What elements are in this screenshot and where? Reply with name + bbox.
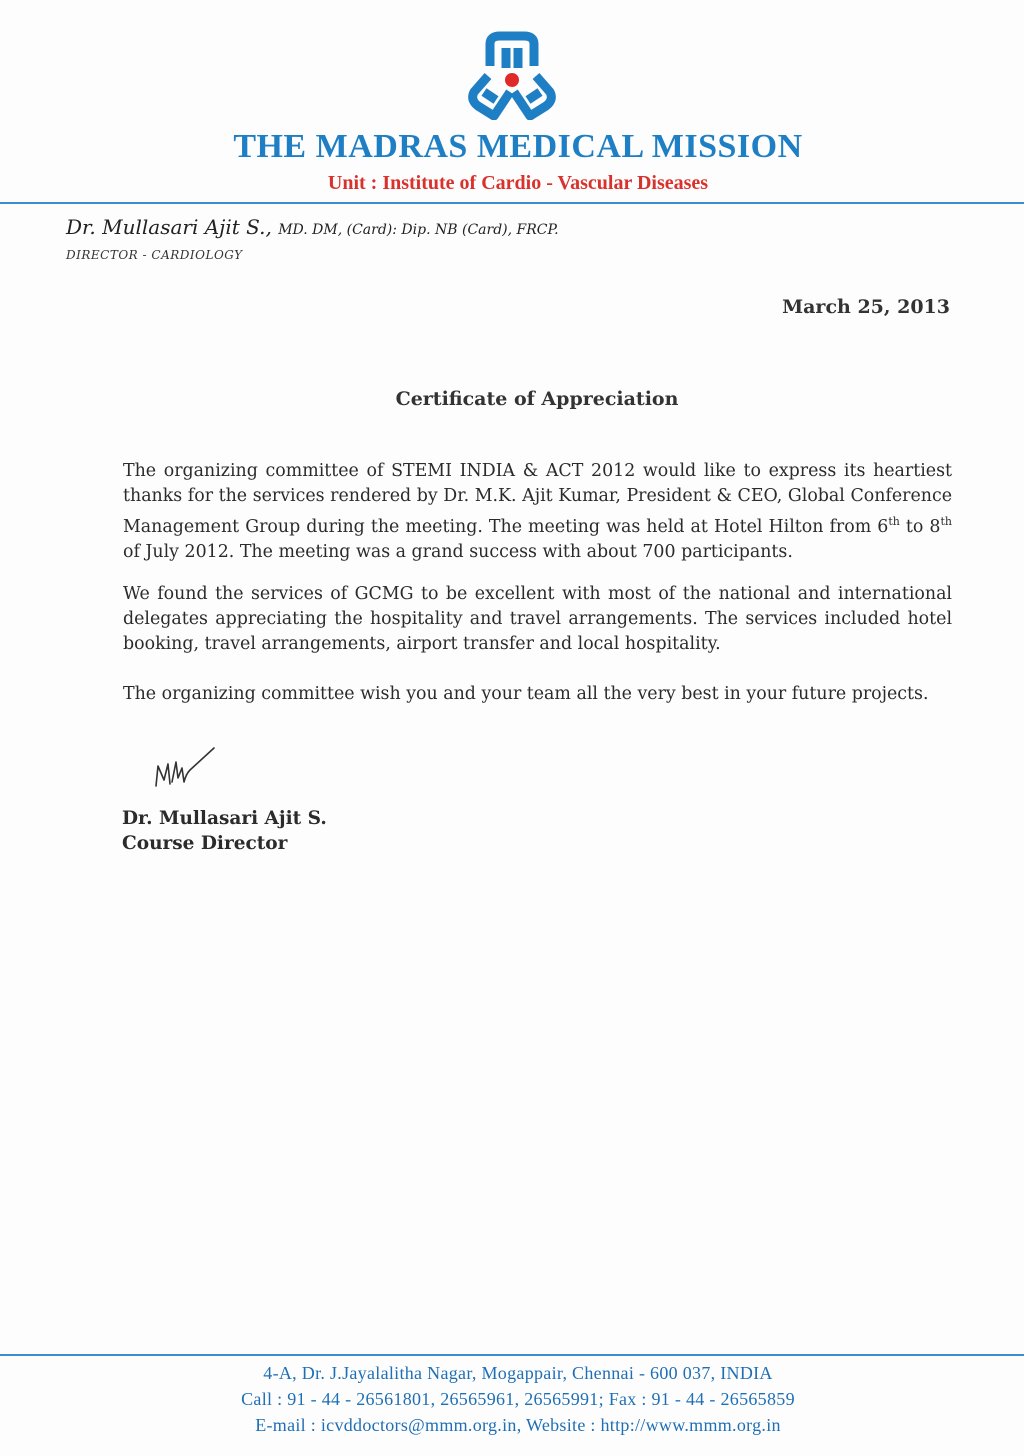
paragraph-3: The organizing committee wish you and your team all the very best in your future projects. — [123, 684, 929, 704]
letter-heading: Certificate of Appreciation — [395, 388, 679, 410]
signature-icon — [150, 744, 220, 794]
signer-name: Dr. Mullasari Ajit S. — [122, 808, 327, 829]
letter-date: March 25, 2013 — [782, 296, 950, 318]
ordinal-suffix-1: th — [888, 515, 900, 528]
footer-contact: Call : 91 - 44 - 26561801, 26565961, 26565991; Fax : 91 - 44 - 26565859 — [241, 1389, 795, 1409]
paragraph-1-b: to 8 — [899, 516, 941, 537]
footer-web: E-mail : icvddoctors@mmm.org.in, Website : http://www.mmm.org.in — [255, 1415, 781, 1435]
paragraph-2: We found the services of GCMG to be excellent with most of the national and international delegates appreciating the hospitality and travel arrangements. The services included hotel booking, travel arrangements, airport transfer and local hospitality. — [123, 584, 952, 654]
signer-block — [122, 806, 327, 856]
paragraph-1-a: The organizing committee of STEMI INDIA & ACT 2012 would like to express its heartiest thanks for the services rendered by Dr. M.K. Ajit Kumar, President & CEO, Global Conference Management Group during the meeting. The meeting was held at Hotel Hilton from 6 — [123, 461, 952, 537]
signer-title: Course Director — [122, 833, 288, 854]
sender-name-text: Dr. Mullasari Ajit S., — [66, 215, 272, 239]
footer-divider — [0, 1354, 1024, 1356]
sender-designation: DIRECTOR - CARDIOLOGY — [66, 248, 243, 262]
ordinal-suffix-2: th — [940, 515, 952, 528]
sender-qualifications: MD. DM, (Card): Dip. NB (Card), FRCP. — [278, 222, 559, 238]
paragraph-1-c: of July 2012. The meeting was a grand success with about 700 participants. — [123, 541, 793, 562]
footer-address: 4-A, Dr. J.Jayalalitha Nagar, Mogappair, Chennai - 600 037, INDIA — [263, 1363, 773, 1383]
mmm-logo-icon — [466, 30, 558, 120]
paragraph-1 — [123, 459, 952, 565]
sender-name — [66, 215, 559, 239]
header-divider — [0, 202, 1024, 204]
org-name: THE MADRAS MEDICAL MISSION — [233, 128, 803, 165]
org-unit: Unit : Institute of Cardio - Vascular Diseases — [327, 172, 709, 194]
